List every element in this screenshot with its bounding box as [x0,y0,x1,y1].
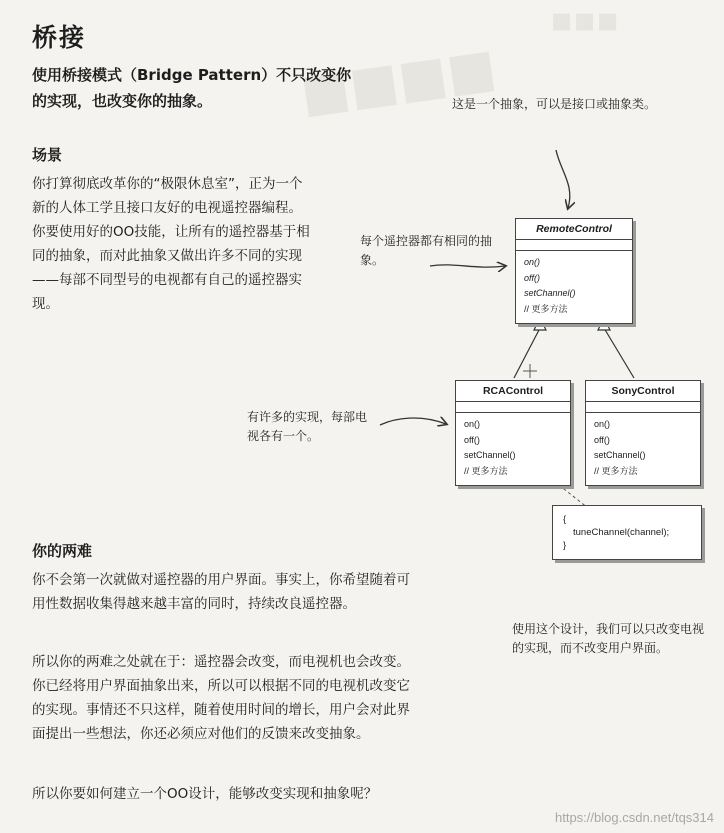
method-more: // 更多方法 [594,465,638,476]
method-on: on() [524,257,541,267]
sony-control-class [585,380,701,486]
method-off: off() [464,434,480,445]
method-setchannel: setChannel() [594,450,646,460]
method-on: on() [594,419,611,429]
cursor-crosshair-icon [523,364,537,378]
annotation-arrow [380,418,446,425]
dilemma-paragraph-1: 你不会第一次就做对遥控器的用户界面。事实上，你希望随着可用性数据收集得越来越丰富的同时，持续改良遥控器。 [32,572,410,612]
rca-control-class [455,380,571,486]
annotation-arrow [556,150,570,208]
class-name: SonyControl [586,381,700,402]
code-line: tuneChannel(channel); [573,527,670,538]
dilemma-heading: 你的两难 [32,542,93,560]
dilemma-paragraph-2: 所以你的两难之处就在于：遥控器会改变，而电视机也会改变。你已经将用户界面抽象出来，所以可以根据不同的电视机改变它的实现。事情还不只这样，随着使用时间的增长，用户会对此界面提出一些想法，你还必须应对他们的反馈来改变抽象。 [32,654,410,742]
scene-heading: 场景 [32,146,63,164]
method-off: off() [594,434,610,445]
many-implementations-annotation: 有许多的实现，每部电视各有一个。 [247,410,368,443]
background-ghost-text: ▪▪▪ [550,0,620,40]
page-subtitle: 使用桥接模式（Bridge Pattern）不只改变你的实现，也改变你的抽象。 [32,66,352,110]
class-attributes [586,402,700,413]
code-brace-close: } [563,540,567,551]
watermark: https://blog.csdn.net/tqs314 [555,810,714,825]
class-name: RCAControl [456,381,570,402]
method-more: // 更多方法 [524,303,568,314]
page-title: 桥接 [32,23,87,52]
class-attributes [456,402,570,413]
class-attributes [516,240,632,251]
method-setchannel: setChannel() [464,450,516,460]
method-more: // 更多方法 [464,465,508,476]
code-note [552,505,702,560]
class-name: RemoteControl [516,219,632,240]
method-off: off() [524,272,541,283]
annotation-arrow [430,265,505,267]
remote-control-class [515,218,633,324]
method-setchannel: setChannel() [524,288,576,298]
design-annotation: 使用这个设计，我们可以只改变电视的实现，而不改变用户界面。 [512,622,705,655]
same-abstraction-annotation: 每个遥控器都有相同的抽象。 [360,234,493,267]
method-on: on() [464,419,481,429]
abstract-annotation: 这是一个抽象，可以是接口或抽象类。 [452,97,657,111]
dilemma-paragraph-3: 所以你要如何建立一个OO设计，能够改变实现和抽象呢？ [32,786,378,802]
scene-paragraph: 你打算彻底改革你的“极限休息室”，正为一个新的人体工学且接口友好的电视遥控器编程。你要使用好的OO技能，让所有的遥控器基于相同的抽象，而对此抽象又做出许多不同的实现——每部不同型号的电视都有自己的遥控器实现。 [32,176,310,312]
code-brace-open: { [563,514,567,525]
inheritance-line-sony [604,328,634,378]
background-ghost-text: ■■■■ [296,36,500,125]
